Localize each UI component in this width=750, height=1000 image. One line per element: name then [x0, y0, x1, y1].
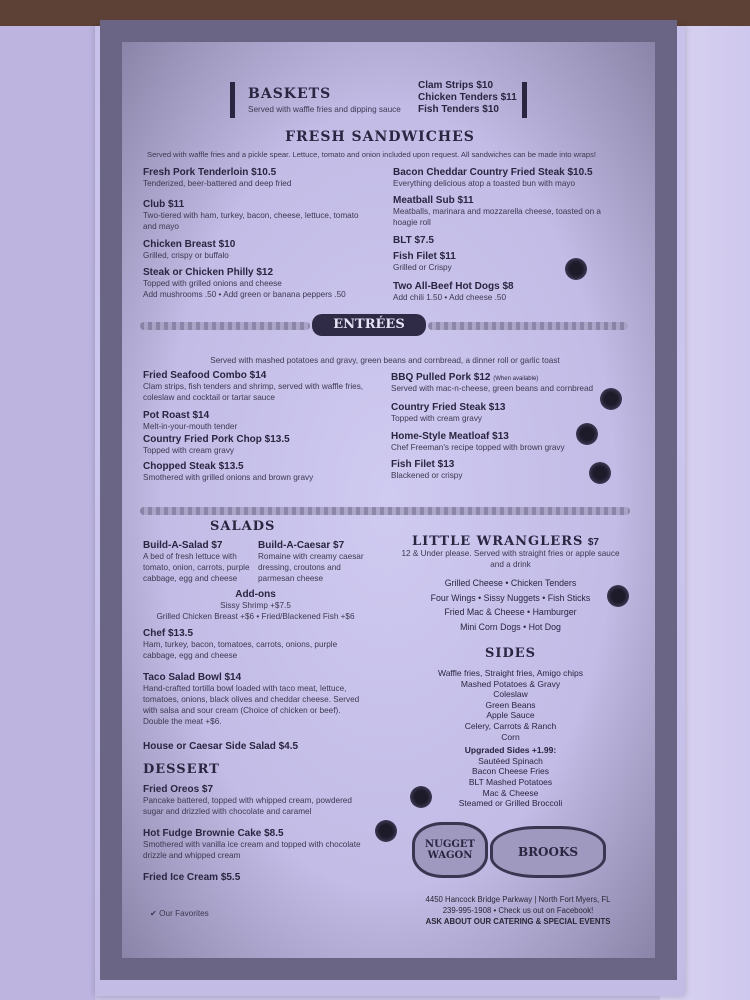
- sandwiches-title: FRESH SANDWICHES: [285, 129, 475, 145]
- side-item: Apple Sauce: [486, 710, 535, 721]
- item-desc: Smothered with grilled onions and brown gravy: [143, 473, 314, 482]
- item-name: Taco Salad Bowl $14: [143, 672, 242, 683]
- menu-item: [143, 434, 368, 461]
- side-item: BLT Mashed Potatoes: [468, 776, 553, 787]
- wranglers-items: [398, 576, 623, 634]
- item-desc: Ham, turkey, bacon, tomatoes, carrots, onions, purple cabbage, egg and cheese: [143, 640, 338, 660]
- side-salad: House or Caesar Side Salad $4.5: [143, 741, 299, 752]
- salad-addons: [143, 589, 368, 622]
- item-desc: A bed of fresh lettuce with tomato, onion, carrots, purple cabbage, egg and cheese: [143, 552, 250, 583]
- wranglers-line: Grilled Cheese • Chicken Tenders: [444, 578, 577, 588]
- item-desc: Topped with cream gravy: [143, 446, 235, 455]
- item-name: Fish Filet $13: [391, 459, 455, 470]
- item-name: Hot Fudge Brownie Cake $8.5: [143, 828, 284, 839]
- wranglers-price: $7: [587, 537, 599, 548]
- wranglers-line: Fried Mac & Cheese • Hamburger: [444, 607, 577, 617]
- side-item: Mac & Cheese: [482, 787, 539, 798]
- item-name: Bacon Cheddar Country Fried Steak $10.5: [393, 167, 593, 178]
- side-item: Steamed or Grilled Broccoli: [458, 798, 563, 809]
- checkmark-icon: ✔: [150, 909, 157, 918]
- entrees-subtitle: Served with mashed potatoes and gravy, green beans and cornbread, a dinner roll or garlic toast: [210, 356, 560, 365]
- menu-item: [143, 410, 368, 434]
- addons-title: Add-ons: [235, 589, 276, 600]
- menu-item: [143, 370, 368, 410]
- upgraded-sides-title: Upgraded Sides +1.99:: [464, 745, 557, 756]
- item-desc: Two-tiered with ham, turkey, bacon, cheese, lettuce, tomato and mayo: [143, 211, 359, 231]
- baskets-items: [418, 80, 517, 116]
- item-desc: Chef Freeman's recipe topped with brown gravy: [391, 443, 565, 452]
- item-name: Fried Seafood Combo $14: [143, 370, 267, 381]
- item-desc: Grilled or Crispy: [393, 263, 452, 272]
- menu-item: [391, 372, 616, 402]
- item-name: Steak or Chicken Philly $12: [143, 267, 274, 278]
- menu-item: [143, 828, 363, 872]
- menu-item: [393, 167, 618, 195]
- item-desc: Meatballs, marinara and mozzarella cheese, toasted on a hoagie roll: [393, 207, 601, 227]
- item-desc: Clam strips, fish tenders and shrimp, served with waffle fries, coleslaw and cocktail or tartar sauce: [143, 382, 364, 402]
- baskets-subtitle: Served with waffle fries and dipping sauce: [248, 105, 401, 114]
- sides-list: [398, 668, 623, 809]
- addons-line: Grilled Chicken Breast +$6 • Fried/Blackened Fish +$6: [156, 612, 355, 621]
- item-note: (When available): [493, 376, 539, 382]
- item-desc: Everything delicious atop a toasted bun with mayo: [393, 179, 576, 188]
- bullet-hole-icon: [607, 585, 629, 607]
- footer-catering: ASK ABOUT OUR CATERING & SPECIAL EVENTS: [425, 917, 611, 926]
- side-item: Corn: [501, 731, 520, 742]
- wranglers-line: Mini Corn Dogs • Hot Dog: [460, 621, 561, 632]
- brooks-logo: BROOKS: [490, 826, 606, 878]
- rope-divider: [140, 507, 630, 515]
- rope-divider: [140, 322, 310, 330]
- item-desc: Topped with grilled onions and cheese: [143, 279, 282, 288]
- sandwiches-subtitle: Served with waffle fries and a pickle spear. Lettuce, tomato and onion included upon request. All sandwiches can be made into wraps!: [147, 150, 597, 159]
- item-desc: Melt-in-your-mouth tender: [143, 422, 238, 431]
- salads-title: SALADS: [210, 519, 276, 534]
- menu-item: [393, 235, 618, 251]
- build-a-caesar: [258, 540, 370, 584]
- item-desc: Topped with cream gravy: [391, 414, 483, 423]
- basket-item: Clam Strips $10: [418, 80, 494, 91]
- baskets-bar-right: [522, 82, 527, 118]
- side-item: Celery, Carrots & Ranch: [464, 720, 557, 731]
- taco-salad: [143, 672, 368, 727]
- rope-divider: [428, 322, 628, 330]
- sandwiches-left-column: [143, 167, 368, 300]
- addons-line: Sissy Shrimp +$7.5: [220, 601, 291, 610]
- wranglers-title: LITTLE WRANGLERS: [412, 534, 584, 549]
- side-item: Mashed Potatoes & Gravy: [460, 678, 561, 689]
- item-desc: Romaine with creamy caesar dressing, croutons and parmesan cheese: [258, 552, 364, 583]
- menu-item: [391, 459, 616, 481]
- item-name: Country Fried Pork Chop $13.5: [143, 434, 290, 445]
- baskets-bar-left: [230, 82, 235, 118]
- footer: [398, 894, 638, 927]
- wranglers-line: Four Wings • Sissy Nuggets • Fish Sticks: [430, 592, 591, 603]
- menu-item: [143, 239, 368, 267]
- build-a-salad: [143, 540, 251, 584]
- item-name: Fried Ice Cream $5.5: [143, 872, 241, 883]
- bullet-hole-icon: [410, 786, 432, 808]
- item-name: Fried Oreos $7: [143, 784, 214, 795]
- chef-salad: [143, 628, 368, 661]
- item-desc: Smothered with vanilla ice cream and topped with chocolate drizzle and whipped cream: [143, 840, 361, 860]
- baskets-title: BASKETS: [248, 86, 332, 102]
- nugget-wagon-logo: NUGGET WAGON: [412, 822, 488, 878]
- bullet-hole-icon: [576, 423, 598, 445]
- item-name: Fish Filet $11: [393, 251, 456, 262]
- item-desc: Tenderized, beer-battered and deep fried: [143, 179, 292, 188]
- background-left: [0, 26, 95, 1000]
- entrees-left-column: [143, 370, 368, 483]
- item-name: BBQ Pulled Pork $12 (When available): [391, 372, 539, 383]
- item-desc: Add chili 1.50 • Add cheese .50: [393, 293, 507, 302]
- item-desc: Blackened or crispy: [391, 471, 463, 480]
- item-desc: Pancake battered, topped with whipped cream, powdered sugar and drizzled with chocolate and caramel: [143, 796, 352, 816]
- menu-item: [143, 872, 363, 883]
- menu-item: [143, 167, 368, 199]
- dessert-items: [143, 784, 363, 883]
- item-name: Chicken Breast $10: [143, 239, 236, 250]
- side-item: Waffle fries, Straight fries, Amigo chips: [437, 668, 584, 678]
- menu-item: [143, 199, 368, 239]
- menu-item: [143, 784, 363, 828]
- item-name: BLT $7.5: [393, 235, 434, 246]
- item-name: Home-Style Meatloaf $13: [391, 431, 509, 442]
- wranglers-subtitle: 12 & Under please. Served with straight fries or apple sauce and a drink: [401, 549, 620, 569]
- item-desc-extra: Add mushrooms .50 • Add green or banana peppers .50: [143, 290, 346, 299]
- menu-item: [143, 267, 368, 300]
- dessert-title: DESSERT: [143, 762, 220, 777]
- item-name: Fresh Pork Tenderloin $10.5: [143, 167, 277, 178]
- bullet-hole-icon: [565, 258, 587, 280]
- bullet-hole-icon: [600, 388, 622, 410]
- menu-item: [393, 195, 618, 235]
- favorites-legend: ✔ Our Favorites: [150, 909, 209, 918]
- basket-item: Fish Tenders $10: [418, 104, 499, 115]
- item-name: Pot Roast $14: [143, 410, 210, 421]
- menu-item: [143, 461, 368, 483]
- bullet-hole-icon: [375, 820, 397, 842]
- footer-phone: 239-995-1908 • Check us out on Facebook!: [442, 906, 594, 915]
- side-item: Bacon Cheese Fries: [471, 766, 549, 777]
- basket-item: Chicken Tenders $11: [418, 92, 517, 103]
- item-name: Chopped Steak $13.5: [143, 461, 244, 472]
- side-item: Coleslaw: [493, 689, 528, 700]
- entrees-title: ENTRÉES: [312, 314, 426, 336]
- item-desc: Served with mac-n-cheese, green beans and cornbread: [391, 384, 594, 393]
- item-desc: Grilled, crispy or buffalo: [143, 251, 229, 260]
- item-name: Country Fried Steak $13: [391, 402, 506, 413]
- sandwiches-right-column: [393, 167, 618, 303]
- item-name: Build-A-Salad $7: [143, 540, 223, 551]
- side-item: Green Beans: [485, 699, 536, 710]
- footer-address: 4450 Hancock Bridge Parkway | North Fort Myers, FL: [425, 895, 611, 904]
- item-name: Chef $13.5: [143, 628, 194, 639]
- sides-title: SIDES: [484, 646, 537, 661]
- item-name: Build-A-Caesar $7: [258, 540, 345, 551]
- menu-item: [393, 281, 618, 303]
- side-item: Sautéed Spinach: [478, 755, 543, 766]
- item-name: Two All-Beef Hot Dogs $8: [393, 281, 514, 292]
- bullet-hole-icon: [589, 462, 611, 484]
- item-name: Club $11: [143, 199, 185, 210]
- item-desc: Hand-crafted tortilla bowl loaded with taco meat, lettuce, tomatoes, onions, black olives and cheddar cheese. Served with salsa and sour cream (Choice of chicken or beef). Double the meat +$6.: [143, 684, 360, 726]
- item-name: Meatball Sub $11: [393, 195, 474, 206]
